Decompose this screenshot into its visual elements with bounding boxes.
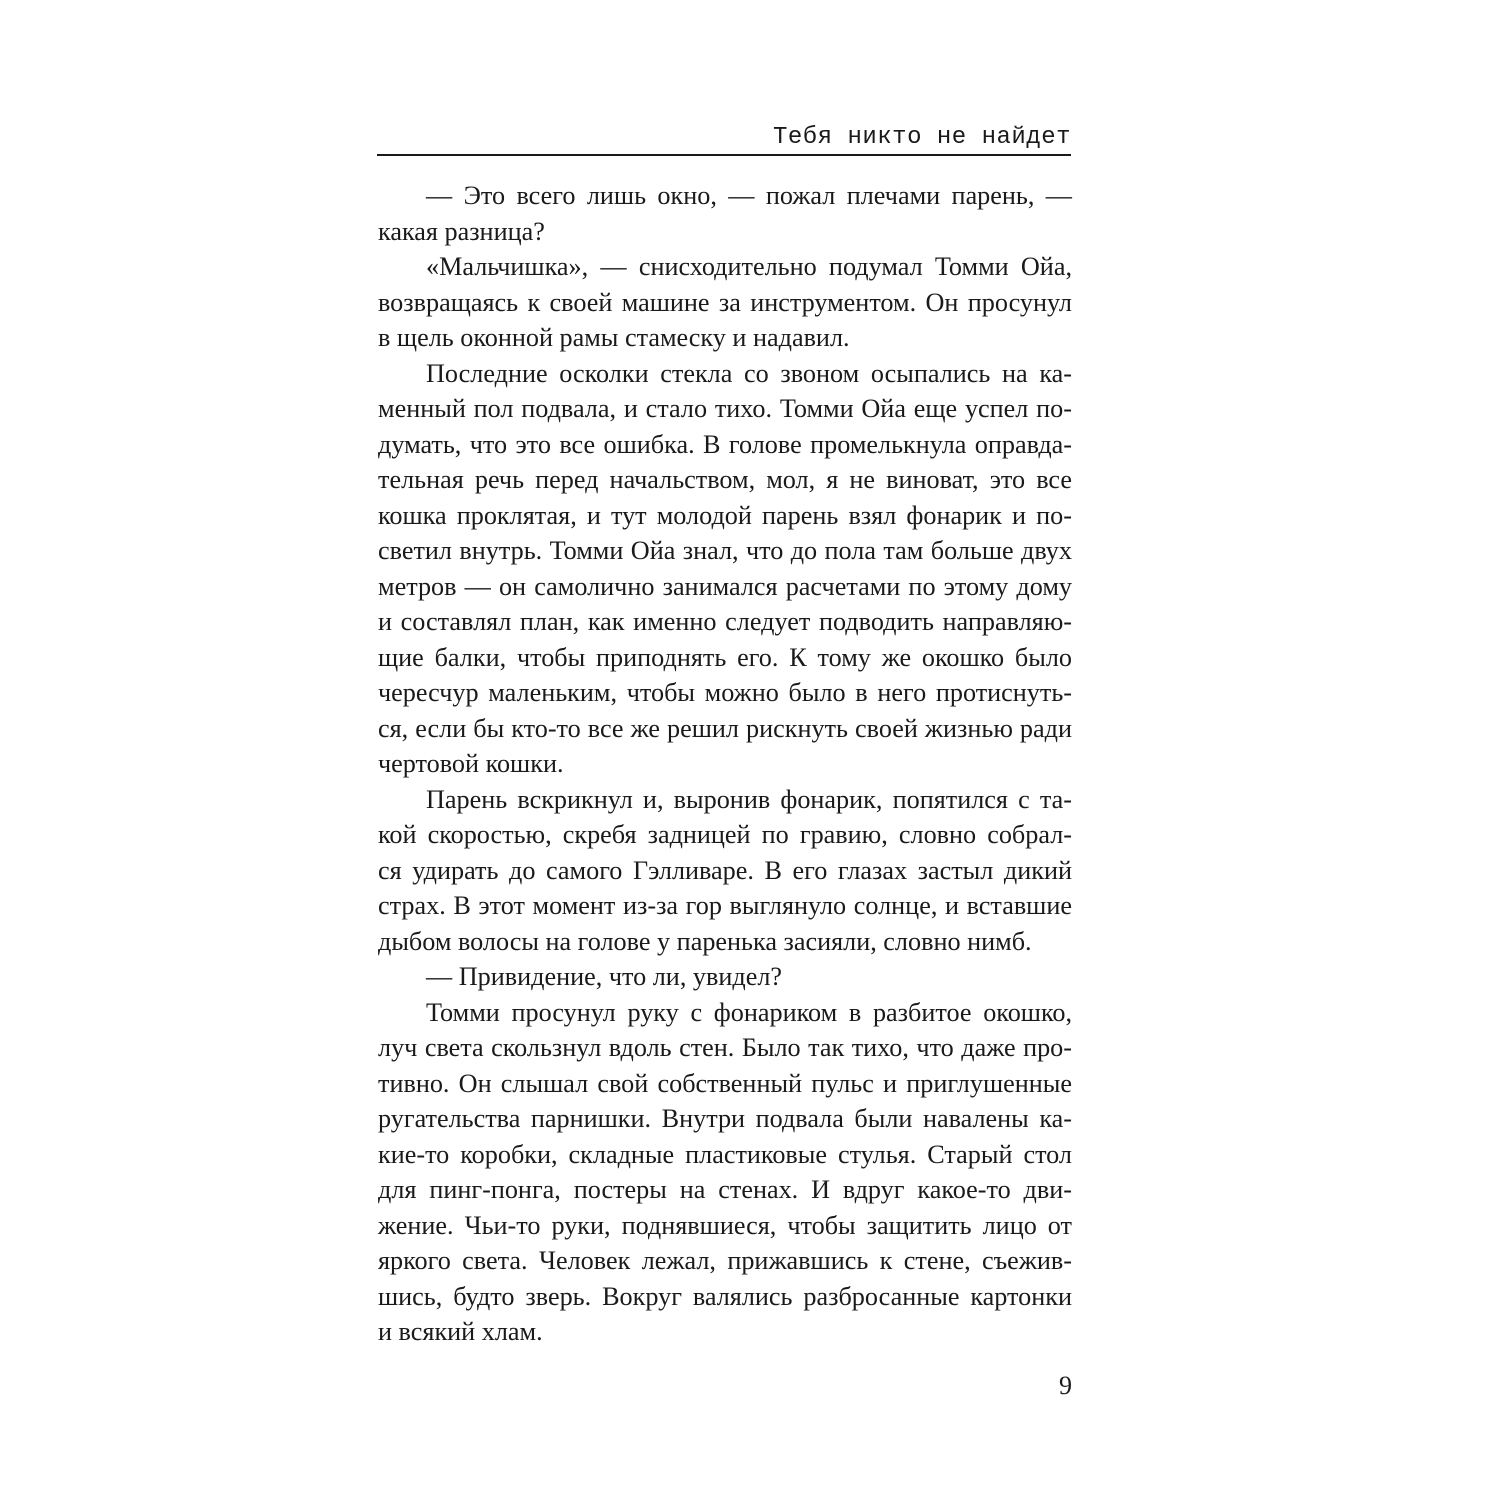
page-number: 9 [1059,1371,1072,1400]
body-text [378,178,1072,1350]
text-line: страх. В этот момент из-за гор выглянуло солнце, и вставшие [378,891,1072,920]
text-line: в щель оконной рамы стамеску и надавил. [378,323,850,352]
text-line: Парень вскрикнул и, выронив фонарик, попятился с та- [426,784,1072,814]
paragraph [378,782,1072,960]
text-line: метров — он самолично занимался расчетами по этому дому [378,571,1072,601]
text-line: яркого света. Человек лежал, прижавшись к стене, съежив- [378,1246,1072,1275]
text-line: ся удирать до самого Гэлливаре. В его глазах застыл дикий [378,855,1072,885]
text-line: ругательства парнишки. Внутри подвала были навалены ка- [378,1104,1072,1133]
text-line: луч света скользнул вдоль стен. Было так тихо, что даже про- [378,1033,1072,1062]
text-line: кошка проклятая, и тут молодой парень взял фонарик и по- [378,500,1072,530]
text-line: — Это всего лишь окно, — пожал плечами парень, — [426,181,1072,210]
text-line: менный пол подвала, и стало тихо. Томми Ойа еще успел по- [378,394,1072,423]
text-line: кие-то коробки, складные пластиковые стулья. Старый стол [378,1139,1072,1169]
text-line: дыбом волосы на голове у паренька засияли, словно нимб. [378,926,1032,956]
text-line: и всякий хлам. [378,1317,543,1346]
text-line: чересчур маленьким, чтобы можно было в него протиснуть- [378,678,1072,707]
text-line: какая разница? [378,216,545,246]
text-line: кой скоростью, скребя задницей по гравию, словно собрал- [378,820,1072,849]
text-line: «Мальчишка», — снисходительно подумал Томми Ойа, [426,252,1072,281]
paragraph [378,356,1072,782]
text-line: возвращаясь к своей машине за инструментом. Он просунул [378,287,1072,317]
text-line: чертовой кошки. [378,749,564,778]
text-line: для пинг-понга, постеры на стенах. И вдруг какое-то дви- [378,1175,1072,1204]
text-line: тивно. Он слышал свой собственный пульс и приглушенные [378,1068,1072,1098]
text-line: Последние осколки стекла со звоном осыпались на ка- [426,358,1072,388]
text-line: Томми просунул руку с фонариком в разбитое окошко, [426,997,1072,1027]
paragraph [378,178,1072,249]
text-line: тельная речь перед начальством, мол, я не виноват, это все [378,465,1072,494]
text-line: — Привидение, что ли, увидел? [426,962,783,991]
text-line: думать, что это все ошибка. В голове промелькнула оправда- [378,429,1072,459]
paragraph [378,249,1072,356]
running-head: Тебя никто не найдет [377,122,1071,156]
paragraph [378,959,1072,995]
text-line: и составлял план, как именно следует подводить направляю- [378,607,1072,636]
text-line: шись, будто зверь. Вокруг валялись разбросанные картонки [378,1281,1072,1311]
paragraph [378,995,1072,1350]
text-line: щие балки, чтобы приподнять его. К тому же окошко было [378,642,1072,672]
text-line: ся, если бы кто-то все же решил рискнуть своей жизнью ради [378,713,1072,743]
text-line: жение. Чьи-то руки, поднявшиеся, чтобы защитить лицо от [378,1210,1072,1240]
text-line: светил внутрь. Томми Ойа знал, что до пола там больше двух [378,536,1072,565]
